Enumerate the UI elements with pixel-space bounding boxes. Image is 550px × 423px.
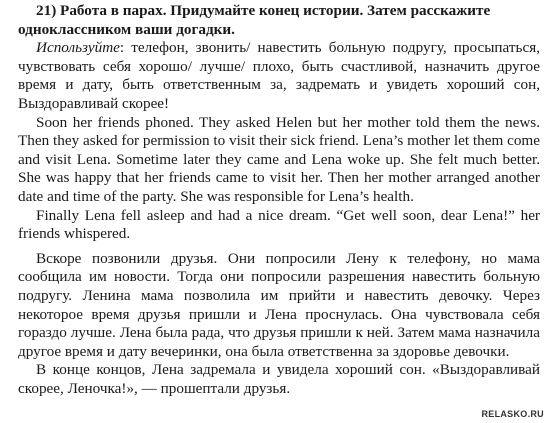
vocabulary-text: : телефон, звонить/ навестить больную подругу, просыпаться, чувствовать себя хорошо/ лучше/ плохо, быть счастливой, назначить другое время и дату, быть ответственным за, задремать и увидеть хороший сон, Выздоравливай скорее! <box>18 39 540 112</box>
english-paragraph-1: Soon her friends phoned. They asked Helen but her mother told them the news. Then they asked for permission to visit their sick friend. Lena’s mother let them come and visit Lena. Sometime later they came and Lena woke up. She felt much better. She was happy that her friends came to visit her. Then her mother arranged another date and time of the party. She was responsible for Lena’s health. <box>18 113 540 205</box>
vocabulary-paragraph <box>18 39 540 113</box>
russian-paragraph-1: Вскоре позвонили друзья. Они попросили Лену к телефону, но мама сообщила им новости. Тогда они попросили разрешения навестить больную подругу. Ленина мама позволила им прийти и навестить девочку. Через некоторое время друзья пришли и Лена проснулась. Она чувствовала себя гораздо лучше. Лена была рада, что друзья пришли к ней. Затем мама назначила другое время и дату вечеринки, она была ответственна за здоровье девочки. <box>18 249 540 360</box>
site-watermark: RELASKO.RU <box>481 409 544 419</box>
english-paragraph-2: Finally Lena fell asleep and had a nice dream. “Get well soon, dear Lena!” her friends whispered. <box>18 206 540 243</box>
russian-paragraph-2: В конце концов, Лена задремала и увидела хороший сон. «Выздоравливай скорее, Леночка!», — прошептали друзья. <box>18 361 540 397</box>
vocabulary-label: Используйте <box>36 39 120 57</box>
task-title: 21) Работа в парах. Придумайте конец истории. Затем расскажите одноклассником ваши догадки. <box>18 2 491 38</box>
document-page <box>18 2 540 398</box>
